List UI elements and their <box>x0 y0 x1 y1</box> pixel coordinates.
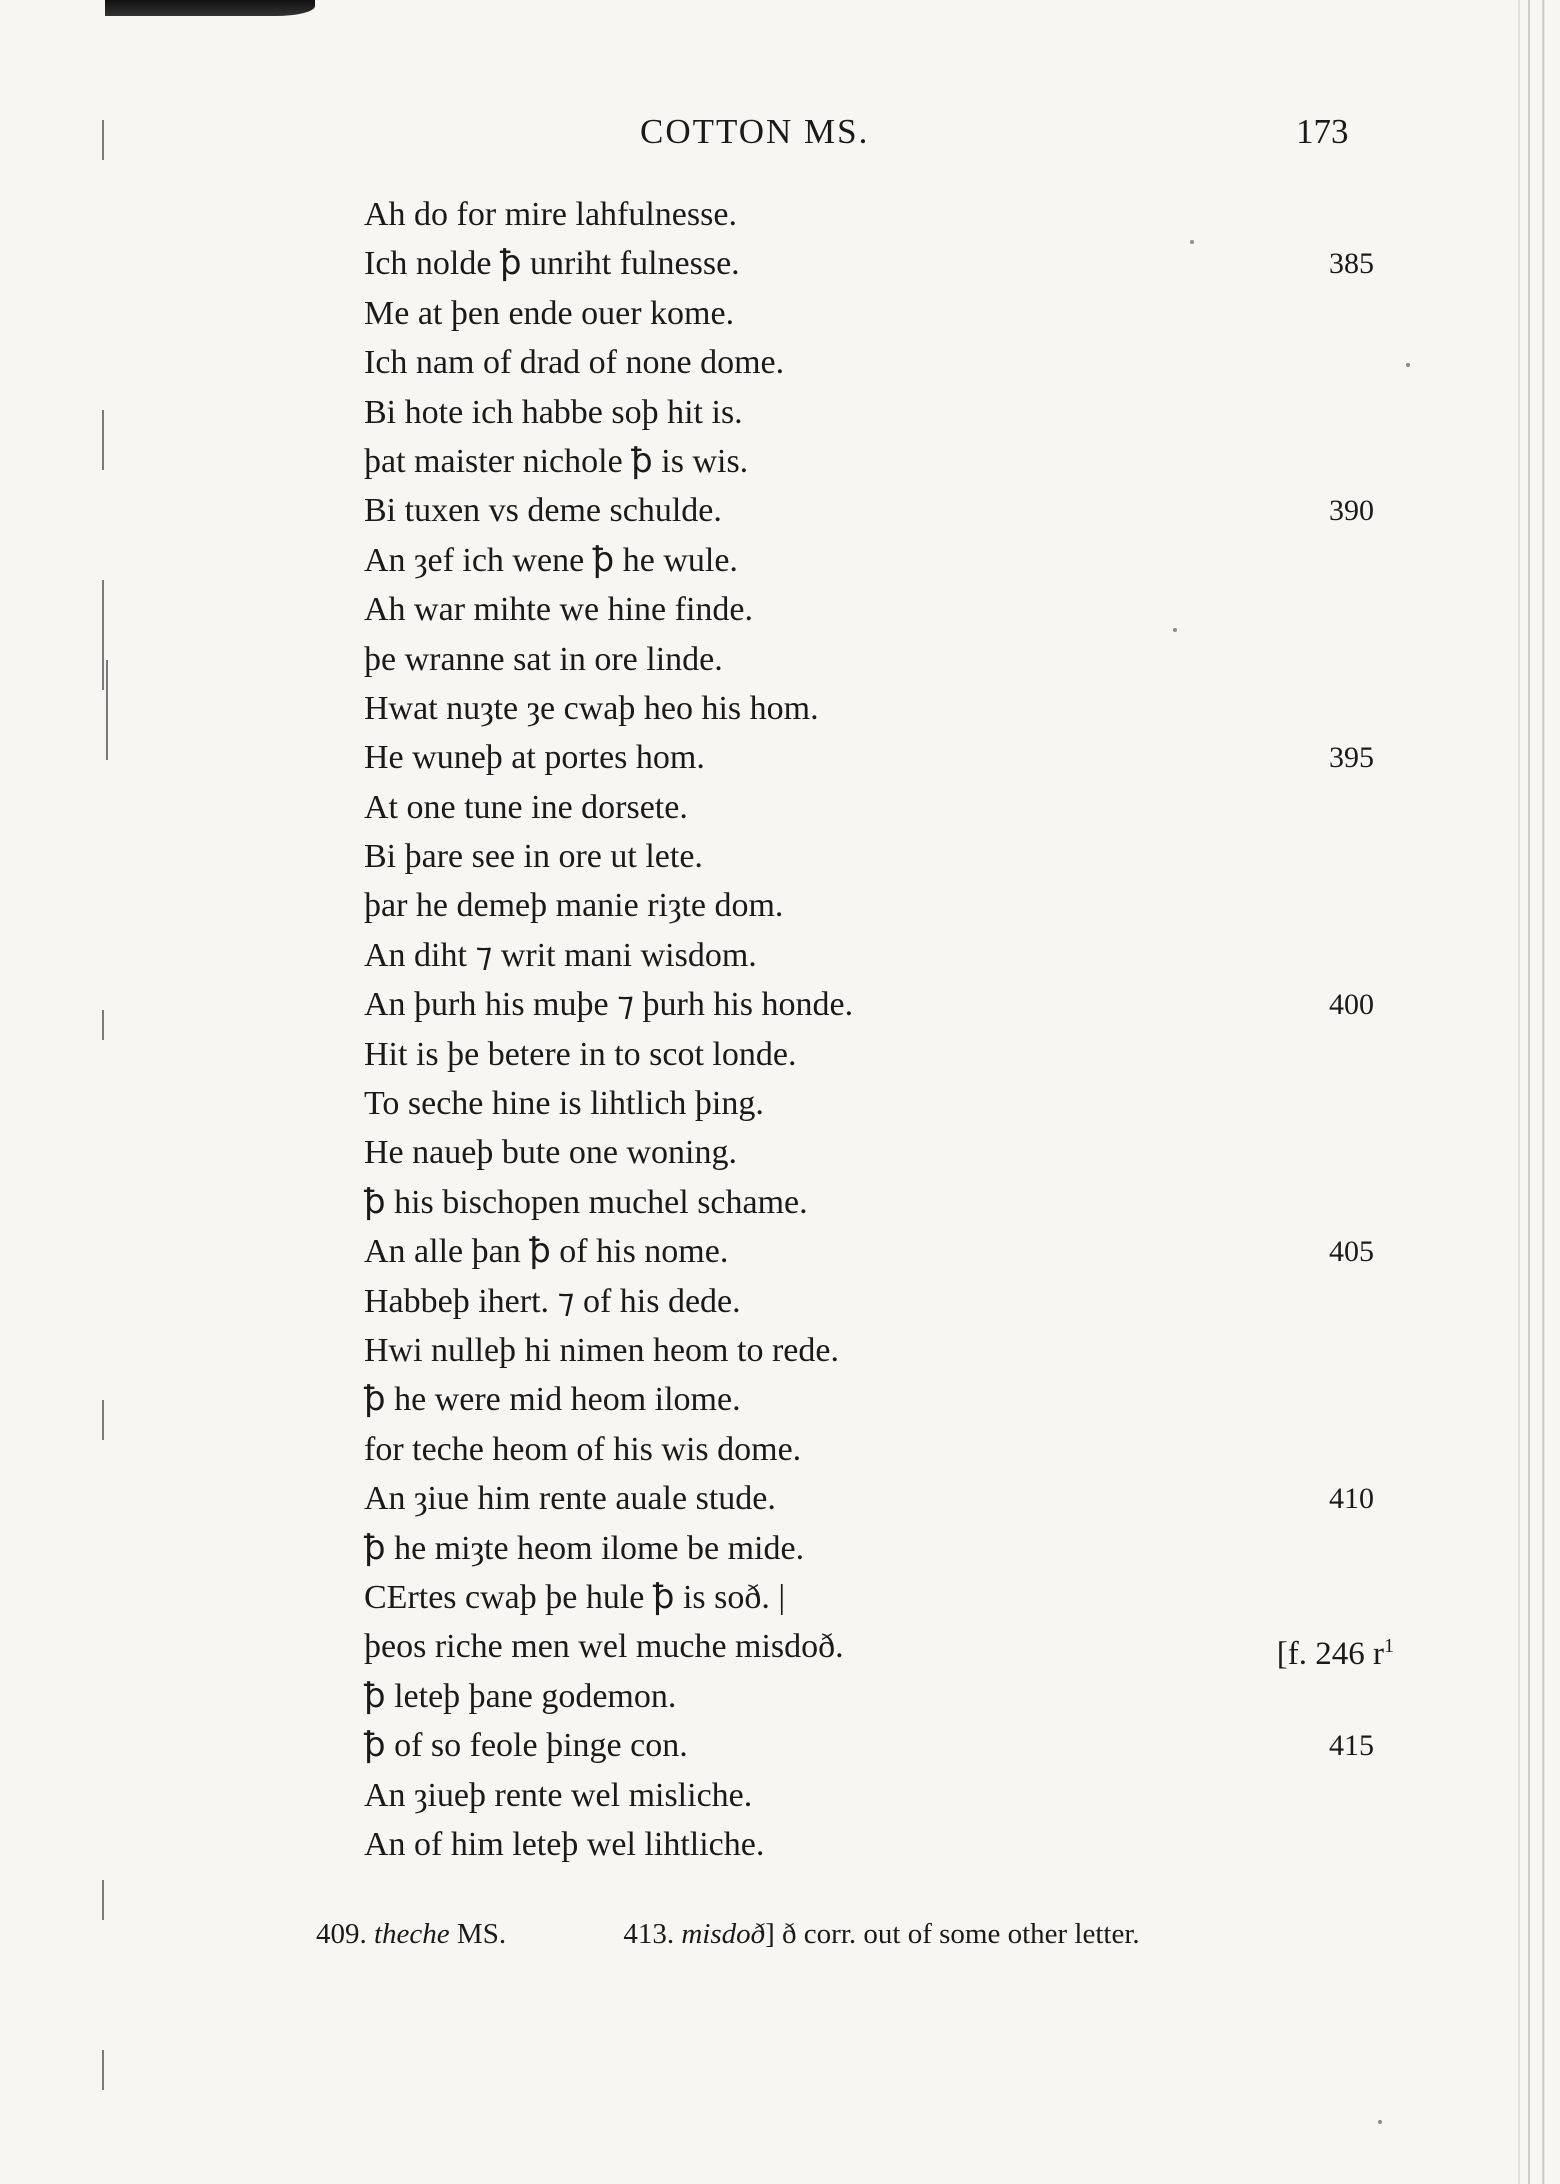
folio-reference-sup: 1 <box>1384 1635 1394 1658</box>
verse-text: An þurh his muþe ⁊ þurh his honde. <box>364 986 854 1024</box>
verse-text: He wuneþ at portes hom. <box>364 739 705 777</box>
line-number: 395 <box>1329 741 1374 775</box>
verse-text: At one tune ine dorsete. <box>364 788 688 826</box>
verse-text: ꝥ his bischopen muchel schame. <box>364 1183 808 1221</box>
verse-line <box>364 733 1394 782</box>
verse-text: for teche heom of his wis dome. <box>364 1430 802 1468</box>
verse-text: Bi þare see in ore ut lete. <box>364 838 703 876</box>
verse-line <box>364 190 1394 239</box>
verse-text: ꝥ of so feole þinge con. <box>364 1727 688 1765</box>
folio-reference-text: [f. 246 r <box>1276 1636 1384 1673</box>
verse-text: Hit is þe betere in to scot londe. <box>364 1035 797 1073</box>
verse-text: To seche hine is lihtlich þing. <box>364 1085 764 1123</box>
verse-text: Ah do for mire lahfulnesse. <box>364 196 737 233</box>
verse-text: ꝥ he miȝte heom ilome be mide. <box>364 1529 805 1567</box>
verse-line <box>364 1573 1394 1622</box>
verse-text: ꝥ he were mid heom ilome. <box>364 1381 741 1419</box>
verse-line <box>364 1079 1394 1128</box>
verse-line <box>364 635 1394 684</box>
line-number: 405 <box>1329 1235 1374 1269</box>
verse-text: þeos riche men wel muche misdoð. <box>364 1628 844 1666</box>
line-number: 400 <box>1329 988 1374 1022</box>
verse-text: þat maister nichole ꝥ is wis. <box>364 442 749 480</box>
footnote-line-number: 413. <box>623 1918 675 1950</box>
verse-text: Bi hote ich habbe soþ hit is. <box>364 393 743 431</box>
margin-scan-marks <box>88 0 118 2184</box>
footnote-comment: MS. <box>449 1918 507 1950</box>
verse-line <box>364 832 1394 881</box>
footnotes <box>316 1918 1316 1951</box>
verse-text: An of him leteþ wel lihtliche. <box>364 1825 765 1863</box>
verse-line <box>364 338 1394 387</box>
verse-text: Ich nam of drad of none dome. <box>364 344 785 382</box>
verse-line <box>364 536 1394 585</box>
footnote-409 <box>316 1918 506 1951</box>
verse-line <box>364 1227 1394 1276</box>
verse-line <box>364 1375 1394 1424</box>
verse-text: Hwi nulleþ hi nimen heom to rede. <box>364 1331 839 1369</box>
line-number: 410 <box>1329 1482 1374 1516</box>
verse-text: CErtes cwaþ þe hule ꝥ is soð. | <box>364 1578 786 1616</box>
verse-line <box>364 1820 1394 1869</box>
scan-smudge <box>105 0 315 16</box>
verse-text: Bi tuxen vs deme schulde. <box>364 492 722 530</box>
verse-text: ꝥ leteþ þane godemon. <box>364 1677 677 1715</box>
footnote-line-number: 409. <box>316 1918 367 1950</box>
verse-line <box>364 1524 1394 1573</box>
verse-line <box>364 1622 1394 1671</box>
verse-line <box>364 1771 1394 1820</box>
verse-line <box>364 1030 1394 1079</box>
running-head: COTTON MS. <box>640 112 870 151</box>
verse-line <box>364 239 1394 288</box>
verse-line <box>364 931 1394 980</box>
verse-line <box>364 980 1394 1029</box>
verse-text: Habbeþ ihert. ⁊ of his dede. <box>364 1282 741 1320</box>
scan-speck <box>1406 363 1410 367</box>
footnote-word: theche <box>374 1918 450 1950</box>
line-number: 415 <box>1329 1729 1374 1763</box>
verse-line <box>364 1425 1394 1474</box>
verse-line <box>364 437 1394 486</box>
verse-text: He naueþ bute one woning. <box>364 1134 737 1172</box>
scan-speck <box>1378 2120 1382 2124</box>
line-number: 385 <box>1329 247 1374 281</box>
verse-text: An alle þan ꝥ of his nome. <box>364 1233 729 1271</box>
verse-text: þar he demeþ manie riȝte dom. <box>364 887 784 925</box>
verse-text: An ȝiueþ rente wel misliche. <box>364 1776 753 1814</box>
verse-line <box>364 1128 1394 1177</box>
verse-text: Me at þen ende ouer kome. <box>364 294 735 332</box>
verse-text: An ȝiue him rente auale stude. <box>364 1480 776 1518</box>
verse-block <box>364 190 1394 1869</box>
verse-text: Hwat nuȝte ȝe cwaþ heo his hom. <box>364 689 819 727</box>
page-edge-gutter <box>1512 0 1560 2184</box>
scan-speck <box>1173 628 1177 632</box>
verse-text: An ȝef ich wene ꝥ he wule. <box>364 541 738 579</box>
page-number: 173 <box>1296 112 1349 151</box>
footnote-word: misdoð <box>681 1918 766 1950</box>
footnote-413 <box>623 1918 1139 1951</box>
verse-line <box>364 1277 1394 1326</box>
verse-text: An diht ⁊ writ mani wisdom. <box>364 936 757 974</box>
verse-line <box>364 684 1394 733</box>
verse-line <box>364 783 1394 832</box>
verse-text: Ich nolde ꝥ unriht fulnesse. <box>364 245 740 283</box>
verse-line <box>364 1178 1394 1227</box>
verse-text: Ah war mihte we hine finde. <box>364 591 753 629</box>
line-number: 390 <box>1329 494 1374 528</box>
verse-line <box>364 1721 1394 1770</box>
verse-line <box>364 486 1394 535</box>
verse-line <box>364 1672 1394 1721</box>
scan-speck <box>1190 240 1194 244</box>
footnote-comment: ] ð corr. out of some other letter. <box>765 1918 1140 1950</box>
verse-line <box>364 585 1394 634</box>
verse-line <box>364 1474 1394 1523</box>
verse-text: þe wranne sat in ore linde. <box>364 640 723 678</box>
verse-line <box>364 289 1394 338</box>
verse-line <box>364 388 1394 437</box>
verse-line <box>364 1326 1394 1375</box>
verse-line <box>364 881 1394 930</box>
